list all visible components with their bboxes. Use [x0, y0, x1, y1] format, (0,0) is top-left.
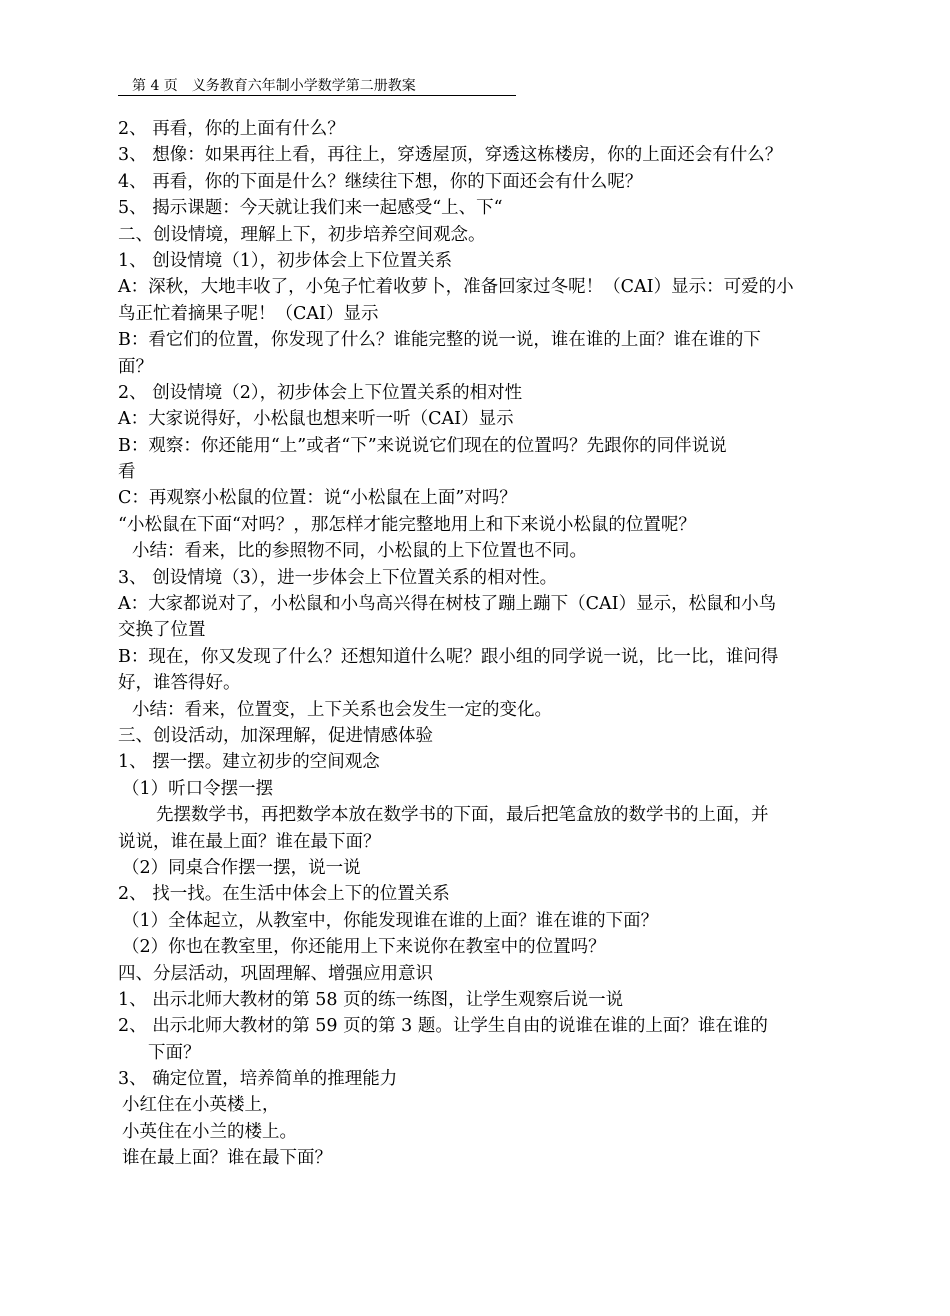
text-line: 说说，谁在最上面？谁在最下面？: [118, 831, 381, 852]
section-heading: 二、创设情境，理解上下，初步培养空间观念。: [118, 224, 486, 245]
document-body: [118, 116, 868, 1172]
page-number: 第 4 页: [132, 78, 178, 94]
text-line: B：看它们的位置，你发现了什么？谁能完整的说一说，谁在谁的上面？谁在谁的下: [118, 330, 761, 351]
text-line: B：观察：你还能用“上”或者“下”来说说它们现在的位置吗？先跟你的同伴说说: [118, 435, 727, 456]
text-line: （2）同桌合作摆一摆，说一说: [122, 857, 361, 878]
text-line: 3、 确定位置，培养简单的推理能力: [118, 1069, 398, 1090]
text-line: 交换了位置: [118, 620, 206, 641]
text-line: 1、 创设情境（1），初步体会上下位置关系: [118, 250, 453, 271]
text-line: 1、 摆一摆。建立初步的空间观念: [118, 752, 380, 773]
text-line: B：现在，你又发现了什么？还想知道什么呢？跟小组的同学说一说，比一比，谁问得: [118, 646, 779, 667]
text-line: 5、 揭示课题：今天就让我们来一起感受“上、下“: [118, 198, 503, 219]
text-line: 2、 出示北师大教材的第 59 页的第 3 题。让学生自由的说谁在谁的上面？谁在谁的: [118, 1016, 768, 1037]
text-line: 2、 创设情境（2），初步体会上下位置关系的相对性: [118, 382, 523, 403]
text-line: （2）你也在教室里，你还能用上下来说你在教室中的位置吗？: [122, 937, 606, 958]
text-line: A：深秋，大地丰收了，小兔子忙着收萝卜，准备回家过冬呢！（CAI）显示：可爱的小: [118, 277, 794, 298]
text-line: 1、 出示北师大教材的第 58 页的练一练图，让学生观察后说一说: [118, 989, 624, 1010]
text-line: 先摆数学书，再把数学本放在数学书的下面，最后把笔盒放的数学书的上面，并: [156, 805, 769, 826]
text-line: 3、 创设情境（3），进一步体会上下位置关系的相对性。: [118, 567, 558, 588]
text-line: 小红住在小英楼上，: [122, 1095, 280, 1116]
text-line: 2、 找一找。在生活中体会上下的位置关系: [118, 884, 450, 905]
text-line: 看: [118, 462, 136, 483]
text-line: 2、 再看，你的上面有什么？: [118, 119, 345, 139]
text-line: “小松鼠在下面“对吗？，那怎样才能完整地用上和下来说小松鼠的位置呢？: [118, 514, 696, 535]
text-line: A：大家都说对了，小松鼠和小鸟高兴得在树枝了蹦上蹦下（CAI）显示，松鼠和小鸟: [118, 594, 777, 615]
section-heading: 四、分层活动，巩固理解、增强应用意识: [118, 963, 433, 984]
text-line: A：大家说得好，小松鼠也想来听一听（CAI）显示: [118, 409, 514, 430]
text-line: C：再观察小松鼠的位置：说“小松鼠在上面”对吗？: [118, 488, 517, 509]
text-line: 下面？: [148, 1042, 201, 1063]
text-line: 小英住在小兰的楼上。: [122, 1121, 297, 1142]
text-line: 面？: [118, 356, 153, 377]
text-line: （1）听口令摆一摆: [122, 778, 274, 799]
text-line: 3、 想像：如果再往上看，再往上，穿透屋顶，穿透这栋楼房，你的上面还会有什么？: [118, 145, 783, 166]
text-line: （1）全体起立，从教室中，你能发现谁在谁的上面？谁在谁的下面？: [122, 910, 659, 931]
summary-line: 小结：看来，比的参照物不同，小松鼠的上下位置也不同。: [132, 541, 587, 562]
text-line: 谁在最上面？谁在最下面？: [122, 1148, 332, 1169]
text-line: 好，谁答得好。: [118, 673, 241, 694]
summary-line: 小结：看来，位置变，上下关系也会发生一定的变化。: [132, 699, 552, 720]
document-title: 义务教育六年制小学数学第二册教案: [191, 78, 416, 94]
text-line: 4、 再看，你的下面是什么？继续往下想，你的下面还会有什么呢？: [118, 171, 643, 192]
text-line: 鸟正忙着摘果子呢！（CAI）显示: [118, 303, 379, 324]
page-header: [118, 78, 516, 96]
section-heading: 三、创设活动，加深理解，促进情感体验: [118, 725, 433, 746]
